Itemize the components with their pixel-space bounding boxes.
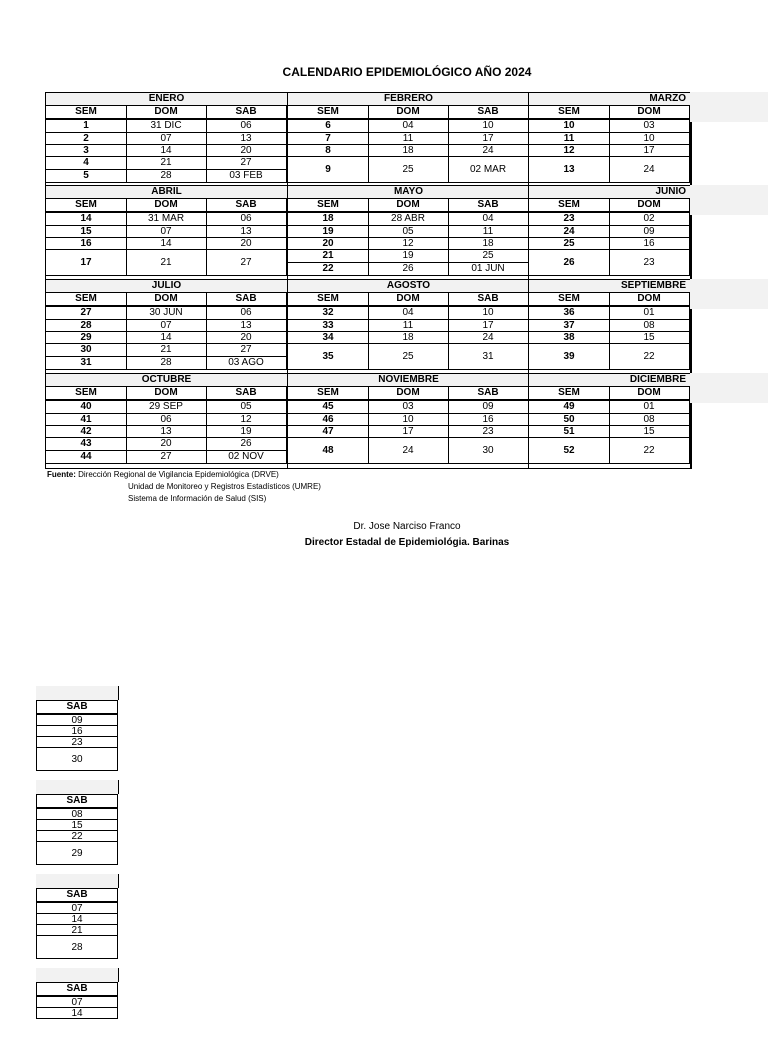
week-number: 48: [288, 438, 369, 463]
month-name: JULIO: [46, 280, 287, 293]
sunday-date: 31 MAR: [126, 213, 207, 225]
sunday-date: 15: [609, 426, 690, 437]
week-number: 32: [288, 307, 369, 319]
column-header: SAB: [448, 387, 529, 399]
table-row: [46, 401, 287, 414]
sunday-date: 14: [126, 145, 207, 156]
signature-title: Director Estadal de Epidemiológia. Barinas: [304, 537, 510, 548]
column-headers: [529, 106, 690, 120]
sunday-date: 03: [609, 120, 690, 132]
column-header: SAB: [36, 794, 118, 809]
column-headers: [288, 106, 529, 120]
table-row: [288, 238, 529, 250]
column-header: SEM: [46, 387, 127, 399]
sunday-date: 07: [126, 226, 207, 237]
overflow-gray-band: [36, 968, 119, 982]
saturday-date: 15: [36, 820, 118, 831]
sunday-date: 21: [126, 250, 207, 275]
table-row: [288, 213, 529, 226]
saturday-date: 17: [448, 320, 529, 331]
column-headers: [46, 106, 287, 120]
sunday-date: 22: [609, 438, 690, 463]
week-number: 45: [288, 401, 369, 413]
footer-line-2: Unidad de Monitoreo y Registros Estadísticos (UMRE): [128, 482, 321, 491]
table-row: [529, 250, 690, 276]
saturday-date: 07: [36, 903, 118, 914]
overflow-sab-block: [36, 874, 118, 968]
table-row: [288, 332, 529, 344]
footer-source: [47, 470, 279, 479]
table-row: [46, 250, 287, 276]
saturday-date: 18: [448, 238, 529, 249]
table-row: [46, 357, 287, 370]
week-number: 44: [46, 451, 127, 463]
sunday-date: 05: [368, 226, 449, 237]
overflow-gray-band: [36, 686, 119, 700]
table-row: [288, 414, 529, 426]
month-noviembre: [287, 373, 530, 469]
column-header: DOM: [126, 106, 207, 118]
table-row: [529, 332, 690, 344]
saturday-date: 16: [448, 414, 529, 425]
sunday-date: 08: [609, 414, 690, 425]
column-header: DOM: [609, 199, 690, 211]
sunday-date: 24: [368, 438, 449, 463]
column-header: SAB: [206, 387, 287, 399]
table-row: [288, 157, 529, 183]
column-header: DOM: [609, 387, 690, 399]
saturday-date: 16: [36, 726, 118, 737]
sunday-date: 24: [609, 157, 690, 182]
month-name: MARZO: [529, 93, 690, 106]
column-header: DOM: [609, 106, 690, 118]
month-abril: [45, 185, 288, 281]
week-number: 14: [46, 213, 127, 225]
table-row: [529, 320, 690, 332]
week-number: 1: [46, 120, 127, 132]
week-number: 9: [288, 157, 369, 182]
sunday-date: 19: [368, 250, 449, 262]
sunday-date: 17: [368, 426, 449, 437]
overflow-sab-block: [36, 968, 118, 1062]
week-number: 36: [529, 307, 610, 319]
sunday-date: 11: [368, 320, 449, 331]
table-row: [46, 213, 287, 226]
saturday-date: 11: [448, 226, 529, 237]
sunday-date: 15: [609, 332, 690, 343]
table-row: [46, 145, 287, 157]
saturday-date: 21: [36, 925, 118, 936]
month-diciembre: [528, 373, 692, 469]
table-row: [529, 226, 690, 238]
sunday-date: 27: [126, 451, 207, 463]
sunday-date: 28: [126, 170, 207, 182]
saturday-date: 23: [448, 426, 529, 437]
saturday-date: 14: [36, 1008, 118, 1019]
week-number: 24: [529, 226, 610, 237]
sunday-date: 21: [126, 344, 207, 356]
month-julio: [45, 279, 288, 375]
week-number: 34: [288, 332, 369, 343]
month-marzo: [528, 92, 692, 188]
table-row: [46, 332, 287, 344]
column-header: SEM: [288, 387, 369, 399]
sunday-date: 12: [368, 238, 449, 249]
week-number: 39: [529, 344, 610, 369]
week-number: 6: [288, 120, 369, 132]
table-row: [46, 120, 287, 133]
sunday-date: 31 DIC: [126, 120, 207, 132]
column-header: SEM: [46, 199, 127, 211]
column-header: SEM: [46, 293, 127, 305]
table-row: [46, 414, 287, 426]
saturday-date: 20: [206, 145, 287, 156]
column-header: SAB: [36, 700, 118, 715]
month-enero: [45, 92, 288, 188]
overflow-sab-block: [36, 780, 118, 874]
saturday-date: 02 NOV: [206, 451, 287, 463]
column-headers: [529, 199, 690, 213]
saturday-date: 12: [206, 414, 287, 425]
sunday-date: 04: [368, 120, 449, 132]
month-name: AGOSTO: [288, 280, 529, 293]
column-headers: [288, 293, 529, 307]
column-header: SEM: [529, 106, 610, 118]
saturday-date: 05: [206, 401, 287, 413]
column-header: SAB: [36, 888, 118, 903]
column-header: SAB: [448, 106, 529, 118]
column-header: DOM: [368, 199, 449, 211]
table-row: [288, 401, 529, 414]
column-header: SAB: [206, 106, 287, 118]
saturday-date: 20: [206, 238, 287, 249]
saturday-date: 13: [206, 226, 287, 237]
table-row: [46, 320, 287, 332]
sunday-date: 21: [126, 157, 207, 169]
overflow-gray-band: [36, 874, 119, 888]
week-number: 28: [46, 320, 127, 331]
saturday-date: 10: [448, 120, 529, 132]
column-header: SEM: [288, 199, 369, 211]
table-row: [46, 170, 287, 183]
table-row: [288, 250, 529, 263]
table-row: [288, 263, 529, 276]
table-row: [529, 401, 690, 414]
sunday-date: 23: [609, 250, 690, 275]
saturday-date: 08: [36, 809, 118, 820]
saturday-date: 07: [36, 997, 118, 1008]
month-octubre: [45, 373, 288, 469]
saturday-date: 24: [448, 145, 529, 156]
column-header: SAB: [448, 199, 529, 211]
column-header: SAB: [206, 293, 287, 305]
week-number: 13: [529, 157, 610, 182]
week-number: 2: [46, 133, 127, 144]
saturday-date: 14: [36, 914, 118, 925]
saturday-date: 27: [206, 157, 287, 169]
month-mayo: [287, 185, 530, 281]
week-number: 37: [529, 320, 610, 331]
month-name: OCTUBRE: [46, 374, 287, 387]
week-number: 49: [529, 401, 610, 413]
sunday-date: 18: [368, 145, 449, 156]
month-febrero: [287, 92, 530, 188]
month-name: ENERO: [46, 93, 287, 106]
week-number: 15: [46, 226, 127, 237]
table-row: [288, 133, 529, 145]
table-row: [46, 451, 287, 464]
footer-line-1: Dirección Regional de Vigilancia Epidemiológica (DRVE): [78, 470, 279, 479]
table-row: [46, 307, 287, 320]
column-header: SEM: [288, 106, 369, 118]
week-number: 29: [46, 332, 127, 343]
saturday-date: 27: [206, 344, 287, 356]
saturday-date: 31: [448, 344, 529, 369]
month-agosto: [287, 279, 530, 375]
column-header: DOM: [609, 293, 690, 305]
week-number: 22: [288, 263, 369, 275]
saturday-date: 09: [36, 715, 118, 726]
month-name: FEBRERO: [288, 93, 529, 106]
sunday-date: 13: [126, 426, 207, 437]
sunday-date: 25: [368, 157, 449, 182]
column-headers: [529, 387, 690, 401]
table-row: [288, 307, 529, 320]
sunday-date: 17: [609, 145, 690, 156]
sunday-date: 25: [368, 344, 449, 369]
sunday-date: 10: [609, 133, 690, 144]
saturday-date: 13: [206, 133, 287, 144]
week-number: 35: [288, 344, 369, 369]
saturday-date: 06: [206, 120, 287, 132]
footer-label: Fuente:: [47, 470, 76, 479]
table-row: [529, 133, 690, 145]
week-number: 4: [46, 157, 127, 169]
sunday-date: 08: [609, 320, 690, 331]
saturday-date: 01 JUN: [448, 263, 529, 275]
sunday-date: 26: [368, 263, 449, 275]
saturday-date: 25: [448, 250, 529, 262]
saturday-date: 29: [36, 842, 118, 865]
table-row: [46, 344, 287, 357]
sunday-date: 18: [368, 332, 449, 343]
sunday-date: 07: [126, 320, 207, 331]
week-number: 46: [288, 414, 369, 425]
table-row: [288, 145, 529, 157]
week-number: 3: [46, 145, 127, 156]
sunday-date: 04: [368, 307, 449, 319]
week-number: 5: [46, 170, 127, 182]
week-number: 18: [288, 213, 369, 225]
table-row: [529, 157, 690, 183]
sunday-date: 10: [368, 414, 449, 425]
saturday-date: 28: [36, 936, 118, 959]
week-number: 16: [46, 238, 127, 249]
sunday-date: 01: [609, 401, 690, 413]
table-row: [46, 438, 287, 451]
saturday-date: 02 MAR: [448, 157, 529, 182]
column-header: SAB: [36, 982, 118, 997]
sunday-date: 07: [126, 133, 207, 144]
week-number: 17: [46, 250, 127, 275]
week-number: 27: [46, 307, 127, 319]
week-number: 10: [529, 120, 610, 132]
table-row: [529, 438, 690, 464]
saturday-date: 30: [36, 748, 118, 771]
saturday-date: 13: [206, 320, 287, 331]
week-number: 43: [46, 438, 127, 450]
month-junio: [528, 185, 692, 281]
column-headers: [288, 199, 529, 213]
signature-name: Dr. Jose Narciso Franco: [353, 521, 461, 532]
sunday-date: 09: [609, 226, 690, 237]
week-number: 7: [288, 133, 369, 144]
sunday-date: 06: [126, 414, 207, 425]
column-header: DOM: [126, 199, 207, 211]
sunday-date: 22: [609, 344, 690, 369]
table-row: [288, 426, 529, 438]
column-header: SEM: [529, 199, 610, 211]
column-header: DOM: [368, 387, 449, 399]
overflow-sab-block: [36, 686, 118, 780]
table-row: [46, 157, 287, 170]
table-row: [529, 414, 690, 426]
saturday-date: 09: [448, 401, 529, 413]
month-name: MAYO: [288, 186, 529, 199]
table-row: [288, 320, 529, 332]
week-number: 38: [529, 332, 610, 343]
column-header: SEM: [288, 293, 369, 305]
column-headers: [529, 293, 690, 307]
week-number: 21: [288, 250, 369, 262]
saturday-date: 24: [448, 332, 529, 343]
gray-band: [690, 92, 768, 122]
saturday-date: 23: [36, 737, 118, 748]
sunday-date: 20: [126, 438, 207, 450]
month-septiembre: [528, 279, 692, 375]
week-number: 23: [529, 213, 610, 225]
column-header: SAB: [448, 293, 529, 305]
saturday-date: 22: [36, 831, 118, 842]
table-row: [529, 426, 690, 438]
month-name: JUNIO: [529, 186, 690, 199]
week-number: 19: [288, 226, 369, 237]
column-headers: [46, 293, 287, 307]
sunday-date: 02: [609, 213, 690, 225]
week-number: 20: [288, 238, 369, 249]
gray-band: [690, 185, 768, 215]
saturday-date: 30: [448, 438, 529, 463]
saturday-date: 04: [448, 213, 529, 225]
week-number: 50: [529, 414, 610, 425]
saturday-date: 03 FEB: [206, 170, 287, 182]
table-row: [288, 226, 529, 238]
saturday-date: 19: [206, 426, 287, 437]
month-name: ABRIL: [46, 186, 287, 199]
column-header: SEM: [529, 387, 610, 399]
table-row: [529, 213, 690, 226]
column-headers: [46, 387, 287, 401]
table-row: [46, 426, 287, 438]
footer-line-3: Sistema de Información de Salud (SIS): [128, 494, 267, 503]
month-name: DICIEMBRE: [529, 374, 690, 387]
week-number: 30: [46, 344, 127, 356]
saturday-date: 06: [206, 307, 287, 319]
table-row: [529, 307, 690, 320]
column-header: DOM: [126, 387, 207, 399]
column-header: SAB: [206, 199, 287, 211]
sunday-date: 03: [368, 401, 449, 413]
week-number: 8: [288, 145, 369, 156]
week-number: 52: [529, 438, 610, 463]
week-number: 41: [46, 414, 127, 425]
month-name: SEPTIEMBRE: [529, 280, 690, 293]
column-header: DOM: [126, 293, 207, 305]
gray-band: [690, 279, 768, 309]
table-row: [46, 226, 287, 238]
gray-band: [690, 373, 768, 403]
week-number: 42: [46, 426, 127, 437]
month-name: NOVIEMBRE: [288, 374, 529, 387]
table-row: [288, 344, 529, 370]
saturday-date: 17: [448, 133, 529, 144]
sunday-date: 14: [126, 238, 207, 249]
week-number: 26: [529, 250, 610, 275]
week-number: 33: [288, 320, 369, 331]
week-number: 51: [529, 426, 610, 437]
column-header: SEM: [46, 106, 127, 118]
saturday-date: 27: [206, 250, 287, 275]
table-row: [529, 238, 690, 250]
sunday-date: 30 JUN: [126, 307, 207, 319]
table-row: [529, 120, 690, 133]
week-number: 11: [529, 133, 610, 144]
sunday-date: 28 ABR: [368, 213, 449, 225]
sunday-date: 14: [126, 332, 207, 343]
column-headers: [288, 387, 529, 401]
sunday-date: 01: [609, 307, 690, 319]
column-header: SEM: [529, 293, 610, 305]
sunday-date: 11: [368, 133, 449, 144]
table-row: [46, 133, 287, 145]
table-row: [46, 238, 287, 250]
page-title: CALENDARIO EPIDEMIOLÓGICO AÑO 2024: [282, 65, 532, 79]
sunday-date: 16: [609, 238, 690, 249]
saturday-date: 10: [448, 307, 529, 319]
saturday-date: 03 AGO: [206, 357, 287, 369]
column-header: DOM: [368, 293, 449, 305]
table-row: [288, 438, 529, 464]
week-number: 31: [46, 357, 127, 369]
table-row: [529, 145, 690, 157]
column-headers: [46, 199, 287, 213]
saturday-date: 26: [206, 438, 287, 450]
saturday-date: 06: [206, 213, 287, 225]
sunday-date: 28: [126, 357, 207, 369]
week-number: 40: [46, 401, 127, 413]
saturday-date: 20: [206, 332, 287, 343]
table-row: [529, 344, 690, 370]
week-number: 47: [288, 426, 369, 437]
week-number: 25: [529, 238, 610, 249]
week-number: 12: [529, 145, 610, 156]
column-header: DOM: [368, 106, 449, 118]
sunday-date: 29 SEP: [126, 401, 207, 413]
table-row: [288, 120, 529, 133]
overflow-gray-band: [36, 780, 119, 794]
